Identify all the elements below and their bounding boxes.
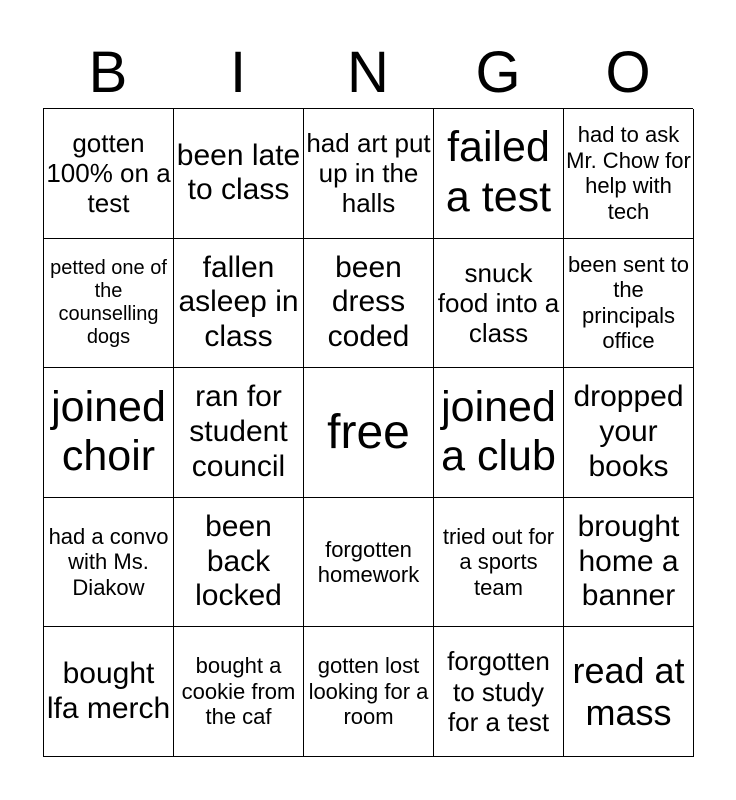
cell-label: gotten 100% on a test [46,128,171,219]
bingo-cell-r5-c2[interactable] [174,627,304,757]
cell-label: been late to class [176,138,301,207]
bingo-cell-r4-c3[interactable] [304,498,434,628]
cell-label: joined choir [51,382,166,481]
header-letter-i: I [229,40,247,105]
bingo-cell-r2-c1[interactable] [44,239,174,369]
cell-label: read at mass [572,649,685,733]
cell-label: forgotten homework [317,536,420,588]
bingo-cell-r3-c5[interactable] [564,368,694,498]
bingo-cell-r1-c2[interactable] [174,109,304,239]
cell-label: snuck food into a class [437,257,560,348]
cell-label: been sent to the principals office [567,251,690,354]
cell-label: had to ask Mr. Chow for help with tech [566,122,691,224]
bingo-cell-free[interactable] [304,368,434,498]
cell-label: ran for student council [189,380,288,483]
cell-label: been back locked [195,509,282,613]
bingo-cell-r2-c5[interactable] [564,239,694,369]
header-letter-b: B [88,40,128,105]
bingo-header [43,38,693,108]
bingo-cell-r3-c2[interactable] [174,368,304,498]
cell-label: joined a club [441,382,556,481]
cell-label: forgotten to study for a test [447,646,550,737]
header-letter-n: N [347,40,389,105]
bingo-cell-r2-c2[interactable] [174,239,304,369]
cell-label: had a convo with Ms. Diakow [48,523,169,600]
cell-label: petted one of the counselling dogs [50,256,167,349]
bingo-cell-r4-c2[interactable] [174,498,304,628]
bingo-cell-r1-c3[interactable] [304,109,434,239]
header-letter-o: O [605,40,651,105]
bingo-cell-r2-c4[interactable] [434,239,564,369]
cell-label: gotten lost looking for a room [308,653,429,730]
bingo-cell-r5-c3[interactable] [304,627,434,757]
cell-label: had art put up in the halls [306,128,431,219]
bingo-cell-r5-c4[interactable] [434,627,564,757]
header-letter-g: G [475,40,521,105]
bingo-cell-r2-c3[interactable] [304,239,434,369]
cell-label: fallen asleep in class [178,250,299,354]
cell-label: brought home a banner [577,509,680,613]
free-space-label: free [327,405,410,459]
cell-label: bought lfa merch [46,656,171,725]
bingo-cell-r4-c5[interactable] [564,498,694,628]
cell-label: been dress coded [327,250,410,354]
bingo-cell-r1-c5[interactable] [564,109,694,239]
cell-label: failed a test [445,123,552,222]
bingo-cell-r3-c4[interactable] [434,368,564,498]
cell-label: dropped your books [573,380,684,483]
bingo-cell-r1-c4[interactable] [434,109,564,239]
bingo-cell-r5-c1[interactable] [44,627,174,757]
cell-label: tried out for a sports team [442,523,555,600]
bingo-cell-r4-c1[interactable] [44,498,174,628]
bingo-cell-r4-c4[interactable] [434,498,564,628]
cell-label: bought a cookie from the caf [181,653,296,730]
bingo-cell-r5-c5[interactable] [564,627,694,757]
bingo-cell-r1-c1[interactable] [44,109,174,239]
bingo-cell-r3-c1[interactable] [44,368,174,498]
bingo-board [43,108,693,757]
